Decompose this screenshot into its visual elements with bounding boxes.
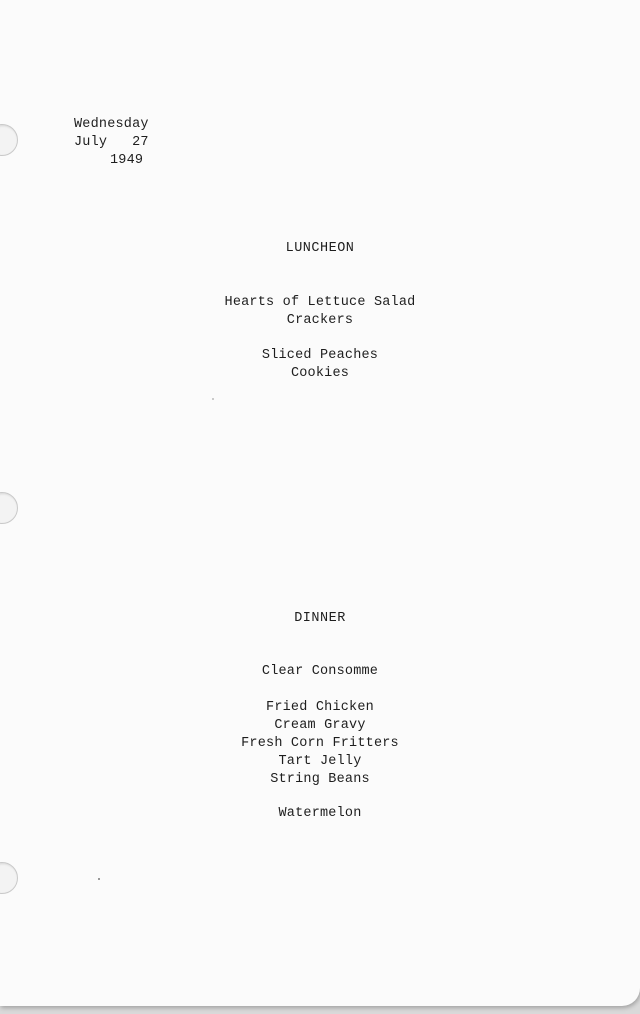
- luncheon-group-1: [0, 294, 640, 330]
- menu-item: Watermelon: [278, 806, 362, 821]
- menu-item: Tart Jelly: [278, 754, 362, 769]
- luncheon-heading: LUNCHEON: [285, 241, 355, 256]
- date-weekday: Wednesday: [74, 117, 149, 132]
- date-year: 1949: [110, 153, 144, 168]
- binder-hole-middle: [0, 492, 18, 524]
- menu-item: Fried Chicken: [266, 700, 374, 715]
- luncheon-group-2: [0, 347, 640, 383]
- menu-item: Clear Consomme: [261, 664, 379, 679]
- binder-hole-bottom: [0, 862, 18, 894]
- dinner-heading: DINNER: [294, 611, 346, 626]
- menu-item: Sliced Peaches: [261, 348, 379, 363]
- menu-item: String Beans: [270, 772, 370, 787]
- date-month-day: July 27: [74, 135, 149, 150]
- luncheon-heading-block: [0, 240, 640, 258]
- menu-item: Cream Gravy: [274, 718, 366, 733]
- menu-item: Fresh Corn Fritters: [241, 736, 399, 751]
- dinner-heading-block: [0, 610, 640, 628]
- dinner-group-1: [0, 663, 640, 681]
- binder-hole-top: [0, 124, 18, 156]
- dinner-group-2: [0, 699, 640, 789]
- menu-item: Hearts of Lettuce Salad: [224, 295, 416, 310]
- paper-speck: [212, 398, 214, 400]
- menu-item: Crackers: [286, 313, 354, 328]
- dinner-group-3: [0, 805, 640, 823]
- date-block: [74, 116, 149, 170]
- menu-item: Cookies: [290, 366, 350, 381]
- paper-speck: [98, 878, 100, 880]
